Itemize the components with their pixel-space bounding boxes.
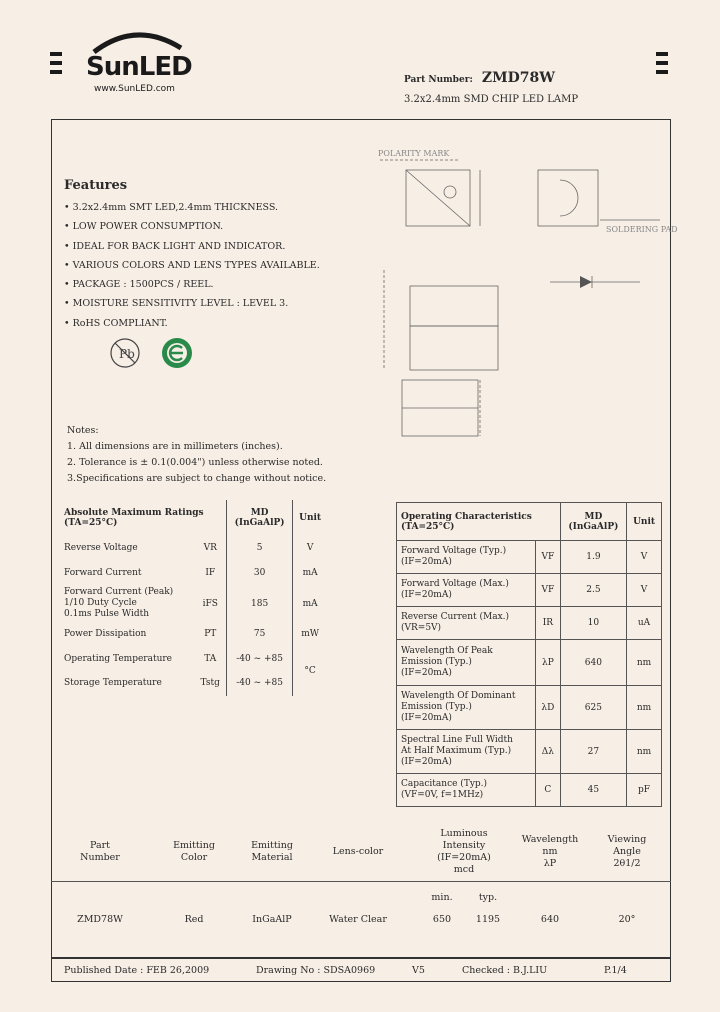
selection-divider [51, 881, 671, 882]
part-number-line [404, 70, 555, 86]
col-wavelength: Wavelength nm λP [521, 834, 579, 869]
row-typ: 1195 [475, 914, 501, 925]
typ-label: typ. [478, 892, 498, 903]
brand-name: SunLED [86, 52, 192, 82]
row-part: ZMD78W [77, 914, 123, 925]
table-row: Storage Temperature Tstg -40 ~ +85 [60, 671, 327, 696]
table-row: Power Dissipation PT 75 mW [60, 622, 327, 647]
footer-bar [51, 958, 671, 982]
feature-item: • IDEAL FOR BACK LIGHT AND INDICATOR. [64, 240, 286, 252]
col-luminous-intensity: Luminous Intensity (IF=20mA) mcd [437, 828, 491, 875]
table-row: Reverse Voltage VR 5 V [60, 536, 327, 561]
row-angle: 20° [618, 914, 636, 925]
note-item: 2. Tolerance is ± 0.1(0.004") unless otherwise noted. [67, 457, 323, 468]
sunled-logo [86, 26, 196, 96]
row-color: Red [184, 914, 204, 925]
version: V5 [412, 965, 425, 976]
brand-url: www.SunLED.com [94, 84, 175, 94]
feature-item: • 3.2x2.4mm SMT LED,2.4mm THICKNESS. [64, 202, 279, 213]
right-margin-bars [656, 52, 668, 79]
min-label: min. [431, 892, 453, 903]
lead-free-icon [108, 336, 142, 370]
table-row: Forward Voltage (Max.) (IF=20mA) VF 2.5 V [397, 574, 662, 607]
row-material: InGaAlP [252, 914, 292, 925]
absolute-max-ratings-table: Absolute Maximum Ratings (TA=25°C) MD (InGaAlP) Unit Reverse Voltage VR 5 V Forward Current IF 30 mA Forward Current (Peak) 1/10 Duty Cycle 0.1ms Pulse Width iFS 185 mA Power Dissipation PT 75 mW Operating Temperature TA -40 ~ +85 °C Storage Temperature Tstg -40 ~ +85 [60, 500, 327, 696]
col-viewing-angle: Viewing Angle 2θ1/2 [607, 834, 647, 869]
table-row: Forward Voltage (Typ.) (IF=20mA) VF 1.9 V [397, 541, 662, 574]
table-row: Forward Current IF 30 mA [60, 561, 327, 586]
row-min: 650 [432, 914, 452, 925]
table-row: Spectral Line Full Width At Half Maximum (Typ.) (IF=20mA) Δλ 27 nm [397, 730, 662, 774]
feature-item: • VARIOUS COLORS AND LENS TYPES AVAILABLE. [64, 259, 320, 271]
feature-item: • PACKAGE : 1500PCS / REEL. [64, 279, 214, 291]
col-part-number: Part Number [80, 840, 120, 863]
package-dimension-drawing [340, 140, 678, 460]
part-number-label: Part Number: [404, 75, 473, 85]
note-item: 3.Specifications are subject to change without notice. [67, 473, 327, 484]
part-number: ZMD78W [481, 70, 555, 86]
published-date: Published Date : FEB 26,2009 [64, 965, 210, 976]
table-row: Operating Temperature TA -40 ~ +85 °C [60, 647, 327, 672]
feature-item: • LOW POWER CONSUMPTION. [64, 221, 224, 233]
features-list [64, 198, 320, 333]
product-description: 3.2x2.4mm SMD CHIP LED LAMP [404, 94, 579, 105]
note-item: 1. All dimensions are in millimeters (inches). [67, 441, 283, 452]
notes-block [67, 423, 326, 487]
col-emitting-material: Emitting Material [251, 840, 293, 863]
soldering-pad-label: SOLDERING PAD [606, 225, 678, 234]
abs-unit-header: Unit [293, 500, 327, 536]
col-lens-color: Lens-color [332, 846, 384, 857]
notes-title: Notes: [67, 425, 99, 436]
drawing-number: Drawing No : SDSA0969 [256, 965, 376, 976]
feature-item: • MOISTURE SENSITIVITY LEVEL : LEVEL 3. [64, 298, 289, 310]
page-number: P.1/4 [604, 965, 627, 976]
table-row: Wavelength Of Dominant Emission (Typ.) (IF=20mA) λD 625 nm [397, 686, 662, 730]
col-emitting-color: Emitting Color [173, 840, 215, 863]
table-row: Wavelength Of Peak Emission (Typ.) (IF=20mA) λP 640 nm [397, 640, 662, 686]
polarity-mark-label: POLARITY MARK [378, 149, 450, 158]
table-row: Forward Current (Peak) 1/10 Duty Cycle 0.1ms Pulse Width iFS 185 mA [60, 585, 327, 622]
feature-item: • RoHS COMPLIANT. [64, 317, 168, 329]
op-char-title: Operating Characteristics [401, 511, 532, 522]
features-title: Features [64, 178, 128, 193]
operating-characteristics-table: Operating Characteristics (TA=25°C) MD (InGaAlP) Unit Forward Voltage (Typ.) (IF=20mA) VF 1.9 V Forward Voltage (Max.) (IF=20mA) VF 2.5 V Reverse Current (Max.) (VR=5V) IR 10 uA Wavelength Of Peak Emission (Typ.) (IF=20mA) λP 640 nm Wavelength Of Dominant Emission (Typ.) (IF=20mA) λD 625 nm Spectral Line Full Width At Half Maximum (Typ.) (IF=20mA) Δλ 27 nm Capacitance (Typ.) (VF=0V, f=1MHz) C 45 pF [396, 502, 662, 807]
left-margin-bars [50, 52, 62, 79]
row-wavelength: 640 [540, 914, 560, 925]
abs-max-title: Absolute Maximum Ratings [64, 508, 204, 518]
table-row: Reverse Current (Max.) (VR=5V) IR 10 uA [397, 607, 662, 640]
rohs-e-icon [160, 336, 194, 370]
row-lens: Water Clear [329, 914, 387, 925]
checked-by: Checked : B.J.LIU [462, 965, 548, 976]
table-row: Capacitance (Typ.) (VF=0V, f=1MHz) C 45 pF [397, 774, 662, 807]
svg-text:Pb: Pb [119, 347, 135, 361]
